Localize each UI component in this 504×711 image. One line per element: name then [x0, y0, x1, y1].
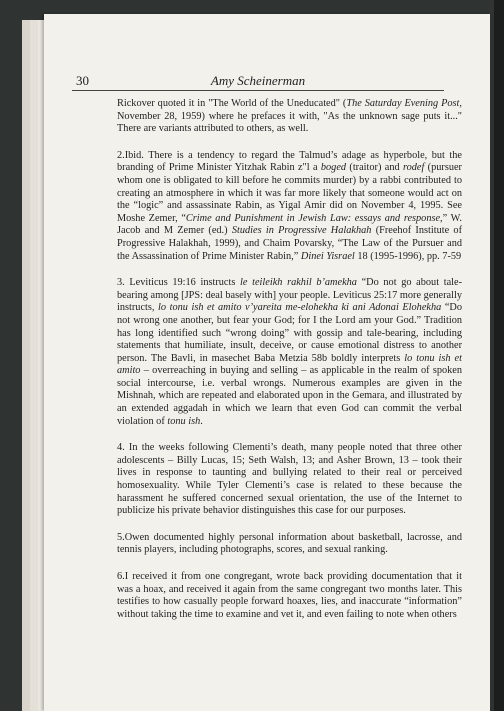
endnote-continuation: [117, 98, 462, 136]
running-title: Amy Scheinerman: [210, 73, 306, 88]
note-text: Rickover quoted it in "The World of the Uneducated" (: [117, 98, 347, 109]
note-text: 5.Owen documented highly personal information about basketball, lacrosse, and tennis players, including photographs, scores, and sexual ranking.: [117, 531, 462, 556]
endnote-2: [117, 150, 462, 263]
note-text: “Do not go about tale-bearing among [JPS: deal basely with] your people. Leviticus 25:17 more generally instructs,: [117, 277, 463, 314]
italic-text: lo tonu ish et amito: [117, 352, 462, 377]
note-text: 2.Ibid. There is a tendency to regard the Talmud’s adage as hyperbole, but the branding of Prime Minister Yitzhak Rabin z"l a: [117, 149, 462, 174]
book-spine: [494, 0, 504, 711]
note-text: 18 (1995-1996), pp. 7-59: [354, 250, 462, 262]
endnote-5: [117, 532, 462, 557]
note-text: .: [200, 415, 203, 427]
note-text: 3. Leviticus 19:16 instructs: [117, 277, 241, 289]
italic-text: rodef: [402, 162, 425, 174]
note-text: 6.I received it from one congregant, wrote back providing documentation that it was a hoax, and received it again from the same congregant two months later. This testifies to how casually people forward hoaxes, lies, and inaccurate “information” without taking the time to examine and vet it, and even failing to note when others: [117, 571, 462, 620]
running-header: [72, 72, 444, 91]
italic-text: le teileikh rakhil b’amekha: [240, 277, 357, 289]
italic-text: Crime and Punishment in Jewish Law: essays and response: [185, 212, 441, 224]
endnote-4: [117, 442, 462, 518]
italic-text: tonu ish: [167, 415, 201, 427]
note-text: November 28, 1959) where he prefaces it with, "As the unknown sage puts it..." There are variants attributed to others, as well.: [117, 110, 462, 135]
note-text: 4. In the weeks following Clementi’s death, many people noted that three other adolescents – Billy Lucas, 15; Seth Walsh, 13; and Asher Brown, 13 – took their lives in response to taunting and bullying related to their real or perceived homosexuality. While Tyler Clementi’s case is related to these because the harassment he suffered concerned sexual orientation, the use of the Internet to publicize his private behavior distinguishes this case for our purposes.: [117, 442, 462, 517]
note-text: (pursuer whom one is obligated to kill before he commits murder) by a rabbi contributed to creating an atmosphere in which it was far more likely that someone would act on the “logic” and assassinate Rabin, as Yigal Amir did on November 4, 1995. See Moshe Zemer, “: [117, 162, 462, 224]
italic-text: lo tonu ish et amito v’yareita me-elohekha ki ani Adonai Elohekha: [158, 302, 442, 314]
note-text: – overreaching in buying and selling – as applicable in the realm of spoken social intercourse, i.e. verbal wrongs. Numerous examples are given in the Mishnah, which are repeated and elaborated upon in the Gemara, and illustrated by an extended aggadah in which we learn that even God can commit the verbal violation of: [117, 365, 462, 427]
italic-text: boged: [320, 162, 347, 174]
note-text: “Do not wrong one another, but fear your God; for I the Lord am your God.” Tradition has long identified such “wrong doing” with gossip and tale-bearing, including statements that humiliate, insult, deceive, or cause emotional distress to another person. The Bavli, in masechet Baba Metzia 58b boldly interprets: [117, 302, 462, 364]
italic-text: Studies in Progressive Halakhah: [231, 225, 372, 237]
note-text: (traitor) and: [346, 162, 403, 174]
endnotes: [117, 98, 462, 635]
italic-text: The Saturday Evening Post,: [346, 98, 462, 109]
endnote-6: [117, 571, 462, 621]
note-text: (Freehof Institute of Progressive Halakhah, 1999), and Chaim Povarsky, “The Law of the Pursuer and the Assassination of Prime Minister Rabin,”: [117, 225, 462, 262]
note-text: ,” W. Jacob and M Zemer (ed.): [117, 212, 462, 237]
page-number: 30: [76, 73, 89, 88]
endnote-3: [117, 277, 462, 428]
italic-text: Dinei Yisrael: [300, 250, 355, 262]
